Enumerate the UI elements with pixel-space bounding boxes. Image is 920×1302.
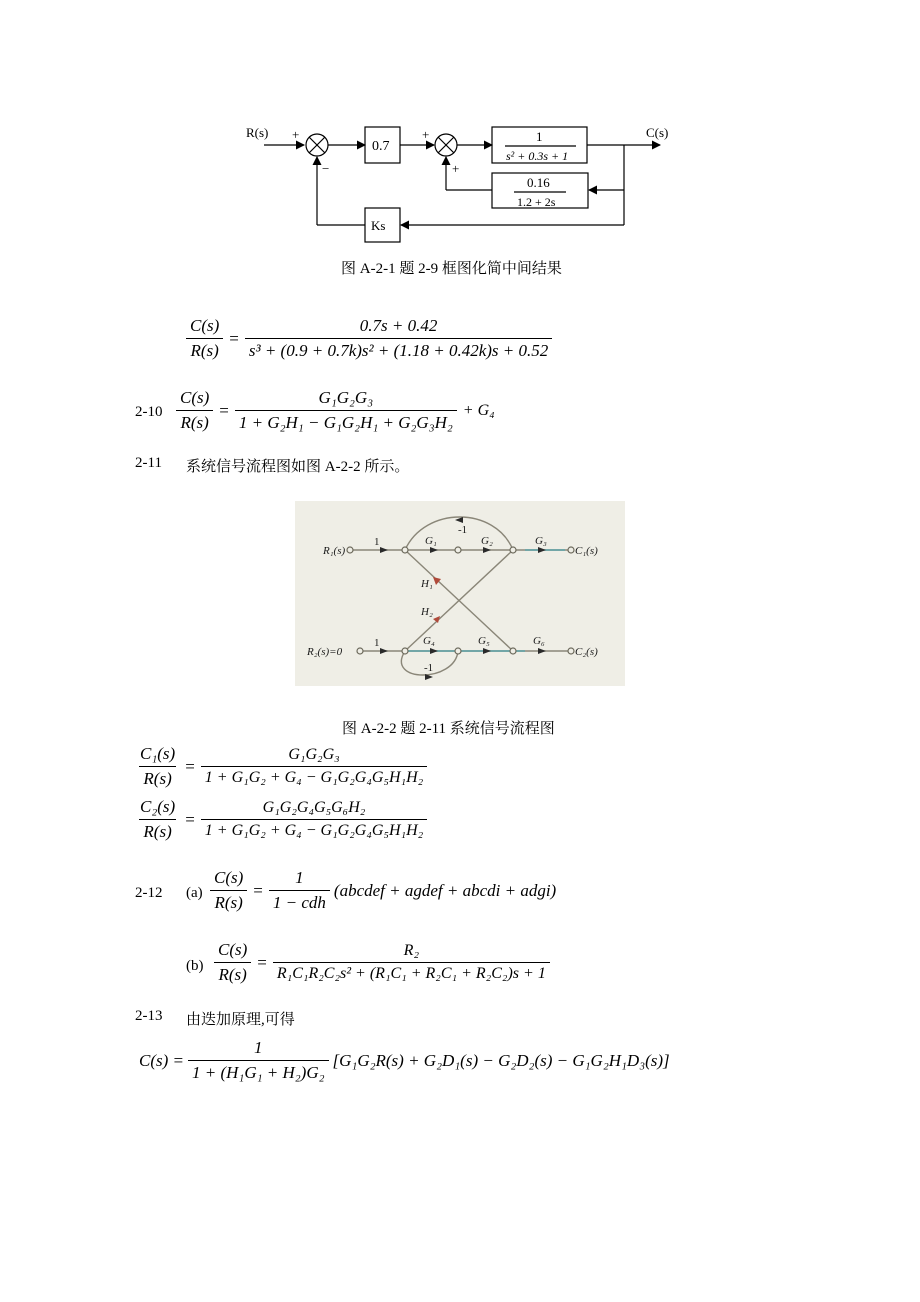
text-2-13: 由迭加原理,可得: [186, 1012, 295, 1028]
equation-2-13: [139, 1038, 670, 1083]
label-2-12-b: (b): [186, 958, 204, 974]
lhs-den: R(s): [139, 819, 175, 842]
lhs-den: R(s): [139, 766, 175, 789]
loop-minus-one-top: -1: [458, 524, 468, 536]
gain-one-top: 1: [374, 536, 380, 548]
g3-label: G₃: [535, 535, 547, 547]
rest-term: (abcdef + agdef + abcdi + adgi): [333, 880, 557, 900]
g4-label: G₄: [423, 635, 435, 647]
lhs-num: C₁(s): [140, 744, 176, 763]
lhs-num: C(s): [190, 316, 220, 335]
flow-graph-image: [295, 501, 625, 686]
plus-sign-2: +: [422, 127, 430, 142]
g2-label: G₂: [481, 535, 493, 547]
equation-2-11-c1: $\frac{\text{C₁(s)}}{R(s)}$ = $\frac{\text{G₁G₂G₃}}{\text{1 + G₁G₂ + G₄ − G₁G₂G₄G₅H₁H₂}}$: [136, 744, 427, 789]
r2-label: R₂(s)=0: [307, 646, 343, 658]
rhs-num: G₁G₂G₄G₅G₆H₂: [262, 799, 366, 816]
plus-sign-1: +: [292, 127, 300, 142]
rhs-num: G₁G₂G₃: [288, 746, 340, 763]
equation-2-10: $\frac{C(s)}{R(s)}$ = $\frac{\text{G₁G₂G₃}}{\text{1 + G₂H₁ − G₁G₂H₁ + G₂G₃H₂}}$ + G₄: [176, 388, 495, 433]
tail-term: + G₄: [462, 401, 495, 419]
rhs-den: R₁C₁R₂C₂s² + (R₁C₁ + R₂C₁ + R₂C₂)s + 1: [273, 962, 550, 983]
c1-label: C₁(s): [575, 545, 598, 557]
label-2-11: 2-11: [135, 455, 162, 471]
figure-caption-2: 图 A-2-2 题 2-11 系统信号流程图: [342, 721, 555, 737]
coef-num: 1: [254, 1038, 263, 1057]
outer-block: Ks: [371, 218, 386, 233]
text-2-11: 系统信号流程图如图 A-2-2 所示。: [186, 459, 410, 475]
label-2-12: 2-12: [135, 885, 163, 901]
gain-block: 0.7: [372, 139, 390, 154]
rhs-num: R₂: [403, 942, 420, 959]
r1-label: R₁(s): [323, 545, 346, 557]
coef-num: 1: [295, 868, 304, 887]
lhs-den: R(s): [214, 962, 250, 985]
forward-den: s² + 0.3s + 1: [506, 149, 569, 163]
c2-label: C₂(s): [575, 646, 598, 658]
output-label: C(s): [646, 125, 669, 140]
label-2-12-a: (a): [186, 885, 203, 901]
h2-label: H₂: [421, 606, 433, 618]
lhs-den: R(s): [176, 410, 212, 433]
feedback-num: 0.16: [527, 175, 550, 190]
coef-den: 1 − cdh: [269, 890, 330, 913]
lhs-num: C(s): [180, 388, 210, 407]
label-2-10: 2-10: [135, 404, 163, 420]
flow-graph: [295, 501, 625, 686]
feedback-den: 1.2 + 2s: [517, 195, 556, 209]
loop-minus-one-bottom: -1: [424, 662, 434, 674]
g5-label: G₅: [478, 635, 490, 647]
gain-one-bottom: 1: [374, 637, 380, 649]
equation-2-11-c2: $\frac{\text{C₂(s)}}{R(s)}$ = $\frac{\text{G₁G₂G₄G₅G₆H₂}}{\text{1 + G₁G₂ + G₄ − G₁G₂G₄G₅H₁H₂}}$: [136, 797, 427, 842]
rhs-num: 0.7s + 0.42: [359, 316, 438, 335]
lhs-den: R(s): [210, 890, 246, 913]
equation-2-9: $\frac{C(s)}{R(s)}$ = $\frac{0.7s + 0.42}{\text{s³ + (0.9 + 0.7k)s² + (1.18 + 0.42k)s + 0.52}}$: [186, 316, 552, 361]
lhs: C(s) =: [139, 1050, 184, 1070]
rhs-den: 1 + G₂H₁ − G₁G₂H₁ + G₂G₃H₂: [235, 410, 457, 433]
input-label: R(s): [246, 125, 269, 140]
rhs-den: s³ + (0.9 + 0.7k)s² + (1.18 + 0.42k)s + 0.52: [245, 338, 552, 361]
coef-den: 1 + (H₁G₁ + H₂)G₂: [188, 1060, 329, 1083]
label-2-13: 2-13: [135, 1008, 163, 1024]
equation-2-12-b: $\frac{C(s)}{R(s)}$ = $\frac{\text{R₂}}{\text{R₁C₁R₂C₂s² + (R₁C₁ + R₂C₁ + R₂C₂)s + 1}}$: [214, 940, 550, 985]
plus-sign-3: +: [452, 161, 460, 176]
figure-caption-1: 图 A-2-1 题 2-9 框图化简中间结果: [341, 261, 562, 277]
rhs-den: 1 + G₁G₂ + G₄ − G₁G₂G₄G₅H₁H₂: [201, 819, 427, 840]
block-diagram: [240, 115, 680, 250]
lhs-den: R(s): [186, 338, 222, 361]
lhs-num: C(s): [214, 868, 244, 887]
equation-2-12-a: $\frac{C(s)}{R(s)}$ = $\frac{1}{\text{1 − cdh}}$ (abcdef + agdef + abcdi + adgi): [210, 868, 556, 913]
rhs-num: G₁G₂G₃: [318, 388, 374, 407]
rest-term: [G₁G₂R(s) + G₂D₁(s) − G₂D₂(s) − G₁G₂H₁D₃(s)]: [332, 1050, 670, 1070]
lhs-num: C(s): [218, 940, 248, 959]
minus-sign-1: −: [322, 161, 330, 176]
lhs-num: C₂(s): [140, 797, 176, 816]
g6-label: G₆: [533, 635, 545, 647]
g1-label: G₁: [425, 535, 437, 547]
forward-num: 1: [536, 129, 543, 144]
rhs-den: 1 + G₁G₂ + G₄ − G₁G₂G₄G₅H₁H₂: [201, 766, 427, 787]
h1-label: H₁: [421, 578, 433, 590]
